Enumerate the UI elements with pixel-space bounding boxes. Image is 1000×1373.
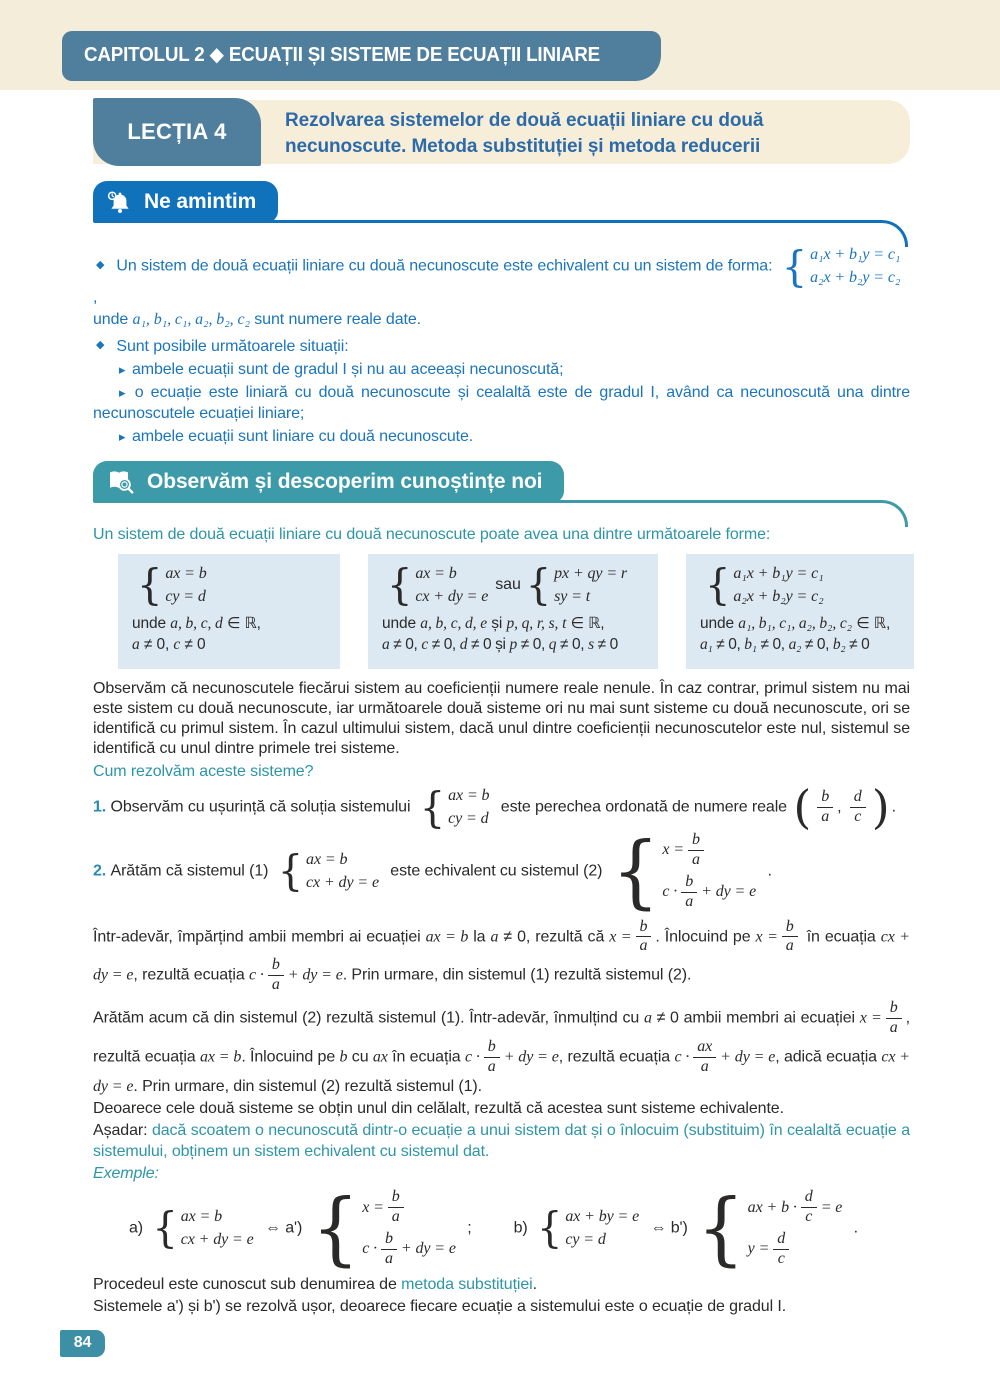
- text-segment: în ecuația: [801, 928, 881, 946]
- text-segment: b): [513, 1219, 532, 1237]
- text-segment: a₁x + b₁y = c₁: [810, 246, 901, 263]
- text-segment: ≠ 0,: [756, 635, 789, 653]
- text-segment: . Înlocuind pe: [241, 1048, 340, 1066]
- text-segment: x =: [859, 1009, 882, 1027]
- fraction: $\frac{b}{a}$: [782, 918, 798, 957]
- text-segment: s: [588, 635, 594, 653]
- text-segment: este echivalent cu sistemul (2): [385, 862, 607, 880]
- big-parenthesis: ): [871, 780, 890, 835]
- step-1: [93, 780, 910, 835]
- examples-row: [93, 1181, 910, 1275]
- text-segment: dacă scoatem o necunoscută dintr-o ecuație a unui sistem dat și o înlocuim (substituim) în cealaltă ecuație a sistemului, obținem un sistem echivalent cu sistemul dat.: [93, 1122, 910, 1160]
- text-segment: cx + dy = e: [93, 928, 910, 984]
- equation-system: [611, 824, 757, 918]
- section-remember-header: [93, 181, 910, 223]
- equation-system: [705, 560, 824, 610]
- text-segment: a, b, c, d: [170, 614, 223, 632]
- text-segment: .: [532, 1275, 537, 1293]
- fraction: $\frac{d}{c}$: [850, 788, 866, 827]
- text-segment: în ecuația: [387, 1048, 465, 1066]
- lesson-title: [261, 100, 763, 164]
- remember-unde-line: [93, 310, 910, 330]
- text-segment: x =: [362, 1198, 384, 1216]
- fraction: $\frac{b}{a}$: [381, 1230, 397, 1269]
- text-segment: cy = d: [565, 1230, 606, 1248]
- text-segment: ◆: [96, 258, 105, 271]
- equation-system: [277, 846, 379, 896]
- text-segment: . Prin urmare, din sistemul (2) rezultă sistemul (1).: [133, 1077, 482, 1095]
- lesson-header: [93, 100, 910, 164]
- chapter-title: CAPITOLUL 2 ◆ ECUAȚII ȘI SISTEME DE ECUAȚII LINIARE: [84, 44, 601, 67]
- text-segment: ≠ 0 ambii membri ai ecuației: [651, 1009, 860, 1027]
- text-segment: Sunt posibile următoarele situații:: [116, 337, 349, 355]
- step-2: [93, 824, 910, 918]
- text-segment: sau: [495, 575, 521, 593]
- brace-glyph: {: [311, 1181, 360, 1275]
- example-a: [129, 1181, 472, 1275]
- text-segment: ∈ ℝ,: [222, 614, 261, 632]
- text-segment: unde: [382, 614, 421, 632]
- text-segment: d: [459, 635, 468, 653]
- fraction: $\frac{d}{c}$: [773, 1230, 789, 1269]
- text-segment: p, q, r, s, t: [506, 614, 567, 632]
- text-segment: , rezultă ecuația: [93, 1009, 910, 1066]
- fraction: $\frac{ax}{a}$: [693, 1038, 716, 1077]
- fraction: $\frac{b}{a}$: [268, 956, 284, 995]
- text-segment: b: [339, 1048, 348, 1066]
- remember-bullet-2: [93, 337, 910, 357]
- text-segment: c ·: [464, 1048, 480, 1066]
- text-segment: ≠ 0,: [556, 635, 589, 653]
- lesson-number-badge: LECȚIA 4: [93, 98, 261, 166]
- remember-badge: [93, 181, 278, 223]
- text-segment: b₁: [744, 635, 757, 653]
- system-1-conditions-2: [132, 635, 326, 654]
- text-segment: p: [509, 635, 517, 653]
- text-segment: unde: [132, 614, 171, 632]
- remember-subbullet-2: [93, 383, 910, 424]
- text-segment: a₂x + b₂y = c₂: [733, 587, 824, 605]
- text-segment: ax + b ·: [747, 1198, 797, 1216]
- text-segment: ax = b: [165, 564, 207, 582]
- text-segment: ambele ecuații sunt liniare cu două necunoscute.: [131, 427, 474, 445]
- text-segment: ⇔ b'): [646, 1219, 693, 1237]
- fraction: $\frac{d}{c}$: [801, 1188, 817, 1227]
- brace-glyph: {: [137, 560, 163, 610]
- system-form-card-2: [368, 554, 658, 669]
- text-segment: 1.: [93, 798, 111, 816]
- brace-glyph: {: [387, 560, 413, 610]
- text-segment: unde: [93, 311, 133, 329]
- text-segment: x =: [755, 928, 778, 946]
- brace-glyph: {: [705, 560, 731, 610]
- closing-line-1: [93, 1275, 910, 1295]
- text-segment: cx + dy = e: [306, 873, 379, 891]
- closing-line-2: Sistemele a') și b') se rezolvă ușor, deoarece fiecare ecuație a sistemului este o ecuație de gradul I.: [93, 1297, 787, 1315]
- remember-body: [93, 242, 911, 447]
- brace-glyph: {: [419, 783, 446, 832]
- text-segment: + dy = e: [287, 966, 343, 984]
- remember-subbullet-1: [93, 360, 910, 380]
- text-segment: la: [468, 928, 491, 946]
- text-segment: sunt numere reale date.: [249, 311, 421, 329]
- text-segment: c ·: [362, 1240, 377, 1258]
- equation-system: [311, 1181, 456, 1275]
- system-3-conditions: [700, 614, 900, 633]
- paragraph-intradevar: [93, 918, 910, 996]
- text-segment: Așadar:: [93, 1122, 152, 1140]
- chapter-header: [62, 31, 661, 81]
- equation-system: [697, 1181, 843, 1275]
- text-segment: . Prin urmare, din sistemul (1) rezultă sistemul (2).: [342, 966, 692, 984]
- text-segment: sy = t: [554, 587, 591, 605]
- text-segment: ;: [462, 1219, 472, 1237]
- section-divider-line: [95, 500, 908, 527]
- text-segment: a₂: [788, 635, 801, 653]
- examples-label: Exemple:: [93, 1164, 159, 1182]
- text-segment: ≠ 0, rezultă că: [498, 928, 610, 946]
- system-form-card-1: [118, 554, 340, 669]
- text-segment: 2.: [93, 862, 111, 880]
- equation-system: [137, 560, 207, 610]
- fraction: $\frac{b}{a}$: [484, 1038, 500, 1077]
- text-segment: cx + dy = e: [93, 1048, 910, 1095]
- equation-system: [387, 560, 489, 610]
- fraction: $\frac{b}{a}$: [636, 918, 652, 957]
- text-segment: ax = b: [448, 787, 490, 805]
- text-segment: a₁, b₁, c₁, a₂, b₂, c₂: [738, 614, 852, 632]
- brace-glyph: {: [525, 560, 552, 610]
- text-segment: a₁x + b₁y = c₁: [733, 564, 824, 582]
- text-segment: b₂: [832, 635, 846, 653]
- text-segment: ax = b: [306, 850, 348, 868]
- text-segment: o ecuație este liniară cu două necunoscute și cealaltă este de gradul I, având ca necunoscută una dintre necunoscutele ecuației liniare;: [93, 384, 911, 422]
- text-segment: ≠ 0,: [516, 635, 549, 653]
- text-segment: y =: [747, 1240, 770, 1258]
- text-segment: ▸: [119, 385, 132, 401]
- text-segment: a₂x + b₂y = c₂: [810, 269, 901, 286]
- text-segment: ambele ecuații sunt de gradul I și nu au aceeași necunoscută;: [131, 360, 564, 378]
- text-segment: ≠ 0,: [712, 635, 745, 653]
- text-segment: ax = b: [415, 564, 457, 582]
- text-segment: cu: [347, 1048, 373, 1066]
- text-segment: c ·: [249, 966, 264, 984]
- remember-bullet-1: [93, 242, 910, 308]
- fraction: $\frac{b}{a}$: [817, 788, 833, 827]
- text-segment: Arătăm că sistemul (1): [110, 862, 273, 880]
- brace-glyph: {: [536, 1203, 563, 1253]
- remember-subbullet-3: [93, 427, 910, 447]
- text-segment: ax = b: [425, 928, 469, 946]
- text-segment: c: [173, 635, 181, 653]
- equation-system: [536, 1203, 640, 1253]
- text-segment: q: [548, 635, 557, 653]
- text-segment: a: [490, 928, 499, 946]
- paragraph-asadar: [93, 1121, 910, 1162]
- big-parenthesis: (: [793, 780, 812, 835]
- text-segment: a: [132, 635, 140, 653]
- text-segment: metoda substituției: [401, 1275, 533, 1293]
- text-segment: cx + dy = e: [415, 587, 489, 605]
- text-segment: a₁: [700, 635, 713, 653]
- text-segment: c: [421, 635, 428, 653]
- fraction: $\frac{b}{a}$: [886, 999, 902, 1038]
- discover-heading: Observăm și descoperim cunoștințe noi: [147, 469, 543, 493]
- lesson-title-line1: Rezolvarea sistemelor de două ecuații liniare cu două: [285, 110, 764, 131]
- text-segment: ≠ 0: [593, 635, 618, 653]
- fraction: $\frac{b}{a}$: [388, 1188, 404, 1227]
- system-3-conditions-2: [700, 635, 900, 654]
- text-segment: cy = d: [448, 810, 489, 828]
- fraction: $\frac{b}{a}$: [681, 873, 697, 912]
- brace-glyph: {: [152, 1203, 178, 1253]
- text-segment: ∈ ℝ,: [851, 614, 891, 632]
- text-segment: px + qy = r: [554, 564, 628, 582]
- text-segment: a): [129, 1219, 148, 1237]
- book-magnifier-icon: [106, 469, 136, 495]
- system-1-conditions: [132, 614, 326, 633]
- text-segment: .: [849, 1219, 858, 1237]
- discover-body: [93, 525, 910, 1317]
- system-3: [700, 560, 831, 610]
- page-number-badge: 84: [60, 1330, 105, 1357]
- text-segment: ≠ 0,: [389, 635, 422, 653]
- text-segment: este perechea ordonată de numere reale: [496, 798, 792, 816]
- paragraph-deoarece: Deoarece cele două sisteme se obțin unul din celălalt, rezultă că acestea sunt sisteme echivalente.: [93, 1099, 784, 1117]
- text-segment: = e: [820, 1198, 843, 1216]
- equation-system: [419, 783, 490, 832]
- system-form-card-3: [686, 554, 914, 669]
- text-segment: ≠ 0,: [800, 635, 833, 653]
- remember-heading: Ne amintim: [144, 189, 257, 213]
- system-2-conditions: [382, 614, 644, 633]
- text-segment: unde: [700, 614, 739, 632]
- text-segment: Un sistem de două ecuații liniare cu două necunoscute este echivalent cu un sistem de forma:: [116, 257, 777, 275]
- paragraph-aratam: [93, 999, 910, 1097]
- text-segment: + dy = e: [400, 1240, 456, 1258]
- fraction: $\frac{b}{a}$: [688, 831, 704, 870]
- equation-system: [152, 1203, 254, 1253]
- text-segment: . Înlocuind pe: [655, 928, 756, 946]
- text-segment: ▸: [119, 428, 129, 444]
- brace-glyph: {: [277, 846, 304, 896]
- text-segment: ≠ 0: [180, 635, 206, 653]
- text-segment: ax: [372, 1048, 388, 1066]
- text-segment: , rezultă ecuația: [558, 1048, 675, 1066]
- text-segment: + dy = e: [720, 1048, 776, 1066]
- text-segment: ,: [93, 289, 98, 306]
- brace-glyph: {: [781, 242, 808, 291]
- text-segment: , rezultă ecuația: [133, 966, 250, 984]
- system-1: [132, 560, 214, 610]
- discover-intro: Un sistem de două ecuații liniare cu două necunoscute poate avea una dintre următoarele forme:: [93, 526, 771, 544]
- text-segment: .: [763, 862, 772, 880]
- text-segment: ≠ 0: [845, 635, 870, 653]
- text-segment: + dy = e: [701, 883, 757, 901]
- text-segment: Observăm cu ușurință că soluția sistemului: [110, 798, 415, 816]
- text-segment: ▸: [119, 361, 129, 377]
- text-segment: x =: [609, 928, 632, 946]
- brace-glyph: {: [611, 824, 660, 918]
- text-segment: a: [643, 1009, 652, 1027]
- text-segment: ∈ ℝ,: [566, 614, 605, 632]
- text-segment: , adică ecuația: [775, 1048, 882, 1066]
- text-segment: Procedeul este cunoscut sub denumirea de: [93, 1275, 402, 1293]
- lesson-title-line2: necunoscute. Metoda substituției și metoda reducerii: [285, 135, 761, 157]
- page-content: [93, 100, 910, 1317]
- text-segment: a: [382, 635, 390, 653]
- text-segment: ◆: [96, 338, 105, 351]
- text-segment: ax = b: [199, 1048, 242, 1066]
- system-2-conditions-2: [382, 635, 644, 654]
- text-segment: ax + by = e: [565, 1207, 640, 1225]
- text-segment: x =: [662, 841, 684, 859]
- text-segment: .: [891, 798, 896, 816]
- text-segment: a₁, b₁, c₁, a₂, b₂, c₂: [132, 311, 250, 329]
- question-line: Cum rezolvăm aceste sisteme?: [93, 762, 314, 780]
- text-segment: ⇔ a'): [260, 1219, 307, 1237]
- system-forms-row: [118, 554, 910, 669]
- text-segment: ax = b: [180, 1207, 223, 1225]
- text-segment: Într-adevăr, împărțind ambii membri ai ecuației: [93, 928, 426, 946]
- equation-system: [781, 242, 901, 291]
- text-segment: și: [487, 614, 507, 632]
- text-segment: ≠ 0,: [427, 635, 460, 653]
- discover-badge: [93, 461, 564, 503]
- text-segment: cx + dy = e: [180, 1230, 254, 1248]
- text-segment: a, b, c, d, e: [420, 614, 488, 632]
- section-discover-header: [93, 461, 910, 503]
- text-segment: ≠ 0,: [139, 635, 174, 653]
- text-segment: cy = d: [165, 587, 206, 605]
- example-b: [513, 1181, 858, 1275]
- text-segment: c ·: [674, 1048, 690, 1066]
- text-segment: Arătăm acum că din sistemul (2) rezultă sistemul (1). Într-adevăr, înmulțind cu: [93, 1009, 644, 1027]
- brace-glyph: {: [697, 1181, 745, 1275]
- text-segment: ≠ 0 și: [467, 635, 510, 653]
- equation-system: [525, 560, 628, 610]
- system-2: [382, 560, 634, 610]
- bell-clock-icon: [106, 190, 133, 215]
- text-segment: + dy = e: [503, 1048, 559, 1066]
- text-segment: c ·: [662, 883, 678, 901]
- text-segment: ,: [837, 798, 846, 816]
- paragraph-observam: Observăm că necunoscutele fiecărui sistem au coeficienții numere reale nenule. În caz contrar, primul sistem nu mai este sistem cu două necunoscute, iar următoarele două sisteme ori nu mai sunt sisteme cu două necunoscute, ori se identifică cu primul sistem. În cazul ultimului sistem, dacă unul dintre coeficienții necunoscutelor este nul, sistemul se identifică cu unul dintre primele trei sisteme.: [93, 679, 910, 758]
